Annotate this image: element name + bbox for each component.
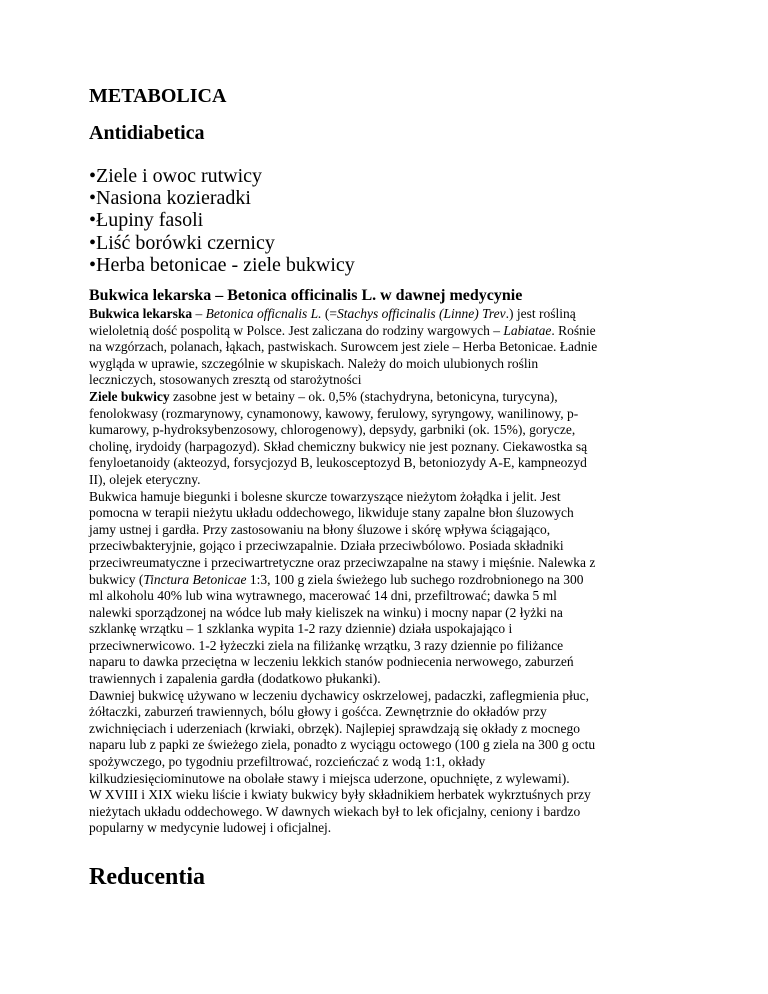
article-line (89, 505, 701, 522)
text-run: leczniczych, stosowanych zresztą od starożytności (89, 372, 362, 388)
italic-text: Stachys officinalis (Linne) Trev (337, 306, 506, 321)
text-run: W XVIII i XIX wieku liście i kwiaty bukwicy były składnikiem herbatek wykrztuśnych przy (89, 787, 591, 803)
italic-text: Labiatae (503, 322, 552, 338)
bullet-list (89, 165, 355, 276)
text-run: II), olejek eteryczny. (89, 471, 201, 487)
text-run: jamy ustnej i gardła. Przy zastosowaniu na błony śluzowe i skórę wpływa ściągająco, (89, 521, 551, 537)
article-line (89, 621, 701, 638)
text-run: trawiennych i zapalenia gardła (dodatkowo płukanki). (89, 671, 381, 687)
text-run: 1:3, 100 g ziela świeżego lub suchego rozdrobnionego na 300 (246, 571, 584, 587)
list-item: •Nasiona kozieradki (89, 187, 251, 210)
text-run: – (192, 306, 206, 321)
article-line (89, 721, 701, 738)
article-line (89, 638, 701, 655)
text-run: na wzgórzach, polanach, łąkach, pastwiskach. Surowcem jest ziele – Herba Betonicae. Ładnie (89, 339, 598, 355)
article-line (89, 356, 701, 373)
list-item: •Ziele i owoc rutwicy (89, 165, 263, 187)
article-line (89, 787, 701, 804)
article-line (89, 389, 701, 406)
text-run: zasobne jest w betainy – ok. 0,5% (stachydryna, betonicyna, turycyna), (169, 388, 558, 404)
text-run: kumarowy, p-hydroksybenzosowy, chlorogenowy), depsydy, garbniki (ok. 15%), gorycze, (89, 422, 576, 438)
article-line (89, 671, 701, 688)
text-run: żółtaczki, zaburzeń trawiennych, bólu głowy i gośćca. Zewnętrznie do okładów przy (89, 704, 547, 720)
list-item: •Łupiny fasoli (89, 209, 204, 232)
next-section-heading: Reducentia (89, 864, 205, 890)
text-run: kilkudziesięciominutowe na obolałe stawy i miejsca uderzone, opuchnięte, z wylewami). (89, 770, 570, 786)
article-line (89, 704, 701, 721)
section-heading: Antidiabetica (89, 122, 205, 144)
article-line (89, 472, 701, 489)
article-line (89, 522, 701, 539)
article-line (89, 737, 701, 754)
article-line (89, 323, 701, 340)
bold-text: Bukwica lekarska (89, 306, 193, 321)
article-line (89, 538, 701, 555)
text-run: przeciwreumatyczne i przeciwartretyczne oraz przeciwzapalne na stawy i mięśnie. Nalewka z (89, 554, 596, 570)
text-run: nalewki sporządzonej na wódce lub mały kieliszek na winku) i mocny napar (2 łyżki na (89, 604, 563, 620)
text-run: popularny w medycynie ludowej i oficjalnej. (89, 820, 332, 836)
article-line (89, 455, 701, 472)
text-run: bukwicy ( (89, 571, 144, 587)
article-line (89, 572, 701, 589)
text-run: (= (321, 306, 338, 321)
text-run: nieżytach układu oddechowego. W dawnych wiekach był to lek oficjalny, ceniony i bardzo (89, 803, 581, 819)
article-body (89, 306, 701, 837)
text-run: fenolokwasy (rozmarynowy, cynamonowy, kawowy, ferulowy, syryngowy, wanilinowy, p- (89, 405, 579, 421)
article-line (89, 804, 701, 821)
article-line (89, 439, 701, 456)
text-run: przeciwnerwicowo. 1-2 łyżeczki ziela na filiżankę wrzątku, 3 razy dziennie po filiżance (89, 637, 564, 653)
article-line (89, 406, 701, 423)
text-run: spożywczego, po tygodniu przefiltrować, rozcieńczać z wodą 1:1, okłady (89, 754, 486, 770)
article-line (89, 820, 701, 837)
text-run: szklankę wrzątku – 1 szklanka wypita 1-2 razy dziennie) działa uspokajająco i (89, 621, 513, 637)
main-heading: METABOLICA (89, 85, 227, 107)
article-line (89, 605, 701, 622)
text-run: .) jest rośliną (505, 306, 576, 321)
article-line (89, 339, 701, 356)
italic-text: Betonica officnalis L. (205, 306, 322, 321)
article-line (89, 688, 701, 705)
article-line (89, 555, 701, 572)
article-title: Bukwica lekarska – Betonica officinalis L. w dawnej medycynie (89, 287, 523, 304)
article-line (89, 654, 701, 671)
text-run: ml alkoholu 40% lub wina wytrawnego, macerować 14 dni, przefiltrować; dawka 5 ml (89, 588, 557, 604)
text-run: zwichnięciach i uderzeniach (krwiaki, obrzęk). Najlepiej sprawdzają się okłady z mocnego (89, 720, 581, 736)
article-line (89, 754, 701, 771)
text-run: cholinę, irydoidy (harpagozyd). Skład chemiczny bukwicy nie jest poznany. Ciekawostka są (89, 438, 588, 454)
text-run: naparu to dawka przeciętna w leczeniu lekkich stanów podniecenia nerwowego, zaburzeń (89, 654, 574, 670)
italic-text: Tinctura Betonicae (143, 571, 247, 587)
text-run: Dawniej bukwicę używano w leczeniu dychawicy oskrzelowej, padaczki, zaflegmienia płuc, (89, 687, 590, 703)
text-run: wieloletnią dość pospolitą w Polsce. Jest zaliczana do rodziny wargowych – (89, 322, 504, 338)
article-line (89, 372, 701, 389)
text-run: Bukwica hamuje biegunki i bolesne skurcze towarzyszące nieżytom żołądka i jelit. Jest (89, 488, 561, 504)
text-run: przeciwbakteryjnie, gojąco i przeciwzapalnie. Działa przeciwbólowo. Posiada składniki (89, 538, 564, 554)
article-line (89, 771, 701, 788)
text-run: pomocna w terapii nieżytu układu oddechowego, likwiduje stany zapalne błon śluzowych (89, 505, 574, 521)
text-run: wygląda w uprawie, szczególnie w skupiskach. Należy do moich ulubionych roślin (89, 355, 539, 371)
text-run: fenyloetanoidy (akteozyd, forsycjozyd B, leukosceptozyd B, betoniozydy A-E, kampneozyd (89, 455, 587, 471)
text-run: . Rośnie (551, 322, 596, 338)
article-line (89, 422, 701, 439)
bold-text: Ziele bukwicy (89, 388, 170, 404)
list-item: •Herba betonicae - ziele bukwicy (89, 253, 355, 276)
article-line (89, 489, 701, 506)
list-item: •Liść borówki czernicy (89, 231, 275, 254)
article-line (89, 306, 701, 323)
text-run: naparu lub z papki ze świeżego ziela, ponadto z wyciągu octowego (100 g ziela na 300 g octu (89, 737, 596, 753)
article-line (89, 588, 701, 605)
